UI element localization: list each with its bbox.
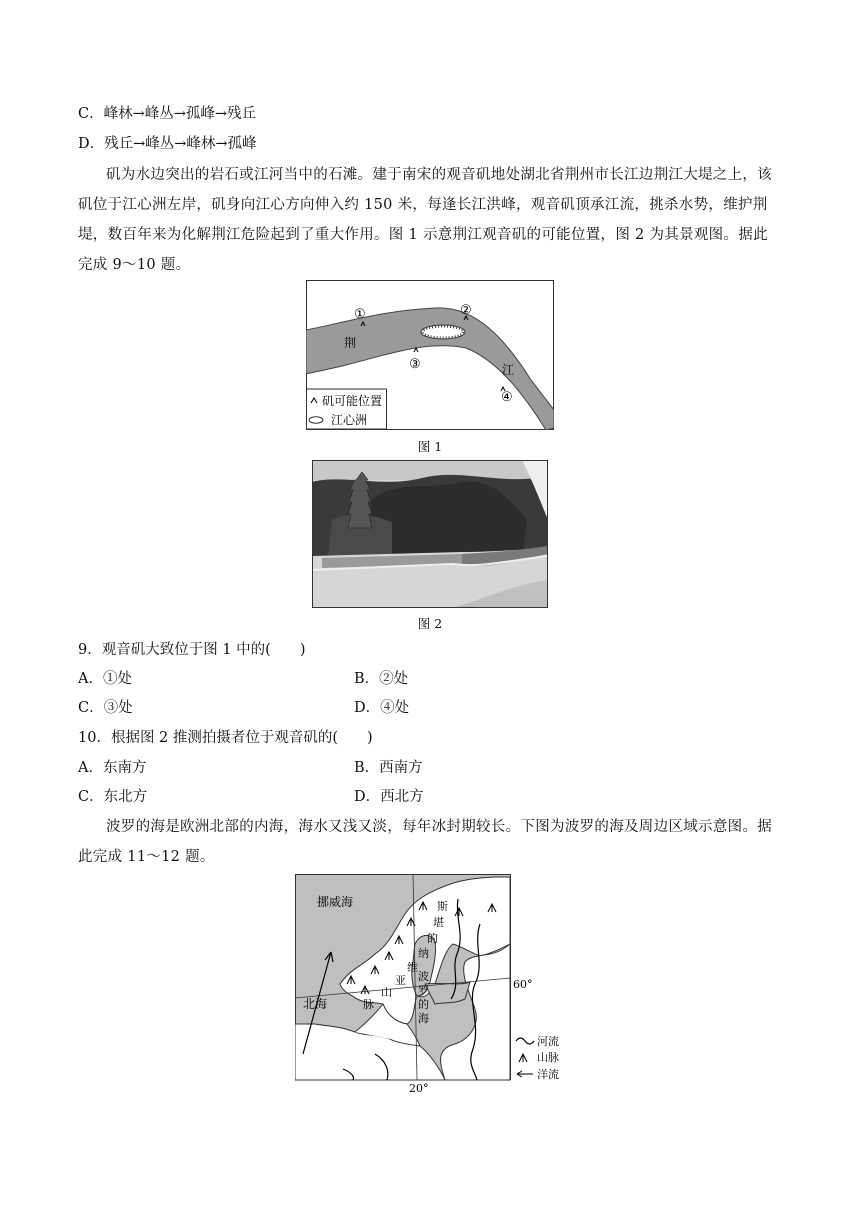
svg-text:海: 海 [418,1012,429,1025]
svg-text:的: 的 [418,998,429,1011]
legend-island-icon [309,417,323,423]
marker-4: ④ [501,390,513,405]
svg-text:亚: 亚 [395,974,406,987]
label-norwegian-sea: 挪威海 [317,895,354,909]
legend-current-label: 洋流 [537,1068,559,1081]
q10-stem: 10．根据图 2 推测拍摄者位于观音矶的( ) [78,730,373,746]
marker-1: ① [354,307,366,322]
river-char-jing: 荆 [344,336,357,350]
label-lat-60: 60° [513,978,533,991]
q9-option-b[interactable]: B．②处 [354,671,409,687]
river-char-jiang: 江 [502,363,515,377]
svg-text:维: 维 [407,961,418,974]
q10-option-a[interactable]: A．东南方 [78,760,147,776]
passage-1-text: 矶为水边突出的岩石或江河当中的石滩。建于南宋的观音矶地处湖北省荆州市长江边荆江大堤之上，该矶位于江心洲左岸，矶身向江心方向伸入约 150 米，每逢长江洪峰，观音矶顶承江流，挑杀水势，维护荆堤，数百年来为化解荆江危险起到了重大作用。图 1 示意荆江观音矶的可能位置，图 2 为其景观图。据此完成 9～10 题。 [78,167,772,273]
q10-option-c[interactable]: C．东北方 [78,789,148,805]
legend-river-label: 河流 [537,1035,559,1048]
marker-2: ② [460,303,472,318]
figure-2-photo [312,460,548,608]
figure-2-caption: 图 2 [417,616,443,631]
legend-mountain-label: 山脉 [537,1051,559,1064]
passage-2 [78,812,782,872]
svg-text:堪: 堪 [433,916,444,929]
q9-option-a[interactable]: A．①处 [78,671,132,687]
marker-3: ③ [409,357,421,372]
figure-1-caption: 图 1 [417,439,443,454]
legend-marker-label: 矶可能位置 [322,394,383,408]
q9-option-d[interactable]: D．④处 [354,700,410,716]
passage-2-text: 波罗的海是欧洲北部的内海，海水又浅又淡，每年冰封期较长。下图为波罗的海及周边区域示意图。据此完成 11～12 题。 [78,819,772,865]
svg-text:脉: 脉 [363,998,374,1011]
svg-text:纳: 纳 [418,947,429,960]
label-north-sea: 北海 [303,997,328,1011]
figure-3-baltic-map [295,874,580,1096]
svg-text:山: 山 [381,986,392,999]
svg-text:斯: 斯 [437,900,448,913]
legend-island-label: 江心洲 [331,413,368,427]
q9-stem: 9．观音矶大致位于图 1 中的( ) [78,642,306,658]
passage-1 [78,160,782,280]
svg-text:罗: 罗 [418,984,429,997]
label-lon-20: 20° [409,1082,429,1095]
svg-text:波: 波 [418,970,429,983]
q10-option-d[interactable]: D．西北方 [354,789,424,805]
option-d-prev: D．残丘→峰丛→峰林→孤峰 [78,136,257,152]
option-c-prev: C．峰林→峰丛→孤峰→残丘 [78,106,257,122]
figure-1-river-map [306,280,554,430]
svg-text:的: 的 [427,932,438,945]
q9-option-c[interactable]: C．③处 [78,700,133,716]
q10-option-b[interactable]: B．西南方 [354,760,423,776]
